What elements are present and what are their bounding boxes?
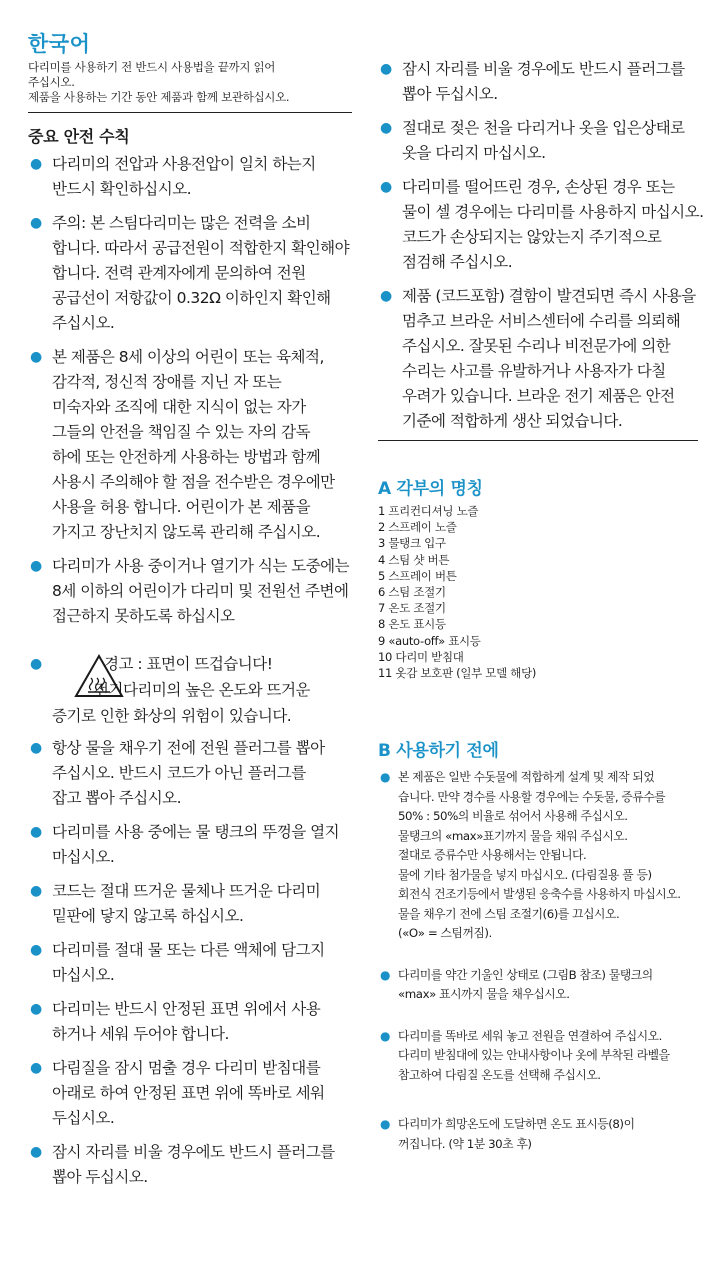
intro-divider (28, 112, 352, 113)
list-item: 9 «auto-off» 표시등 (378, 633, 481, 648)
list-item: 10 다리미 받침대 (378, 649, 464, 664)
parts-list (378, 503, 536, 681)
safety-list (28, 152, 352, 638)
list-item: 2 스프레이 노즐 (378, 520, 457, 535)
list-item: ● 주의: 본 스팀다리미는 많은 전력을 소비 합니다. 따라서 공급전원이 적합한지 확인해야 합니다. 전력 관계자에게 문의하여 전원 공급선이 저항값이 0.32Ω 이하인지 확인해 주십시오. (28, 211, 352, 336)
bullet-icon: ● (30, 656, 42, 672)
intro-line: 주십시오. (28, 75, 75, 89)
intro-text (28, 60, 350, 105)
safety-list-2 (28, 736, 352, 1199)
warning-line: 전기다리미의 높은 온도와 뜨거운 (94, 681, 310, 699)
warning-heading: 경고 : 표면이 뜨겁습니다! (104, 655, 273, 673)
list-item: ● 다리미는 반드시 안정된 표면 위에서 사용 하거나 세워 두어야 합니다. (28, 997, 352, 1047)
bullet-icon: ● (30, 942, 42, 958)
list-item: ● 본 제품은 일반 수돗물에 적합하게 설계 및 제작 되었 습니다. 만약 경수를 사용할 경우에는 수돗물, 증류수를 50% : 50%의 비율로 섞어서 사용해 주십시오. 물탱크의 «max»표기까지 물을 채워 주십시오. 절대로 증류수만 사용해서는 안됩니다. 물에 기타 첨가물을 넣지 마십시오. (다림질용 풀 등) 회전식 건조기등에서 발생된 응축수를 사용하지 마십시오. 물을 채우기 전에 스팀 조절기(6)를 끄십시오. («O» = 스팀꺼짐). (380, 770, 681, 940)
bullet-icon: ● (380, 288, 392, 304)
list-item: ● 잠시 자리를 비울 경우에도 반드시 플러그를 뽑아 두십시오. (378, 57, 700, 107)
list-item: 7 온도 조절기 (378, 601, 446, 616)
list-item: ● 절대로 젖은 천을 다리거나 옷을 입은상태로 옷을 다리지 마십시오. (378, 116, 700, 166)
list-item: ● 다리미가 사용 중이거나 열기가 식는 도중에는 8세 이하의 어린이가 다리미 및 전원선 주변에 접근하지 못하도록 하십시오 (28, 554, 352, 629)
before-use-list (378, 768, 708, 1176)
list-item: ● 다리미를 떨어뜨린 경우, 손상된 경우 또는 물이 셀 경우에는 다리미를 사용하지 마십시오. 코드가 손상되지는 않았는지 주기적으로 점검해 주십시오. (378, 175, 700, 275)
bullet-icon: ● (30, 349, 42, 365)
list-item: 5 스프레이 버튼 (378, 568, 457, 583)
bullet-icon: ● (30, 740, 42, 756)
bullet-icon: ● (380, 770, 391, 784)
warning-line: 증기로 인한 화상의 위험이 있습니다. (52, 707, 292, 725)
list-item: 11 옷감 보호판 (일부 모델 해당) (378, 666, 537, 681)
list-item: ● 다림질을 잠시 멈출 경우 다리미 받침대를 아래로 하여 안정된 표면 위에 똑바로 세워 두십시오. (28, 1056, 352, 1131)
list-item: ● 다리미를 절대 물 또는 다른 액체에 담그지 마십시오. (28, 938, 352, 988)
list-item: 8 온도 표시등 (378, 617, 446, 632)
bullet-icon: ● (380, 61, 392, 77)
bullet-icon: ● (30, 824, 42, 840)
bullet-icon: ● (30, 558, 42, 574)
list-item: ● 다리미의 전압과 사용전압이 일치 하는지 반드시 확인하십시오. (28, 152, 352, 202)
bullet-icon: ● (30, 156, 42, 172)
bullet-icon: ● (30, 1001, 42, 1017)
language-title: 한국어 (28, 32, 91, 56)
list-item: ● 제품 (코드포함) 결함이 발견되면 즉시 사용을 멈추고 브라운 서비스센터에 수리를 의뢰해 주십시오. 잘못된 수리나 비전문가에 의한 수리는 사고를 유발하거나 사용자가 다칠 우려가 있습니다. 브라운 전기 제품은 안전 기준에 적합하게 생산 되었습니다. (378, 284, 700, 434)
safety-title: 중요 안전 수칙 (28, 127, 130, 146)
section-a-title: A 각부의 명칭 (378, 479, 483, 499)
intro-line: 다리미를 사용하기 전 반드시 사용법을 끝까지 읽어 (28, 60, 276, 74)
section-b-title: B 사용하기 전에 (378, 741, 499, 761)
bullet-icon: ● (30, 1060, 42, 1076)
list-item: ● 다리미를 똑바로 세워 놓고 전원을 연결하여 주십시오. 다리미 받침대에 있는 안내사항이나 옷에 부착된 라벨을 참고하여 다림질 온도를 선택해 주십시오. (380, 1028, 670, 1082)
bullet-icon: ● (380, 120, 392, 136)
list-item: ● 코드는 절대 뜨거운 물체나 뜨거운 다리미 밑판에 닿지 않고록 하십시오. (28, 879, 352, 929)
section-divider (378, 440, 698, 441)
list-item: 6 스팀 조절기 (378, 585, 446, 600)
bullet-icon: ● (380, 967, 391, 982)
intro-line: 제품을 사용하는 기간 동안 제품과 함께 보관하십시오. (28, 90, 290, 104)
bullet-icon: ● (30, 215, 42, 231)
bullet-icon: ● (380, 179, 392, 195)
list-item: ● 다리미를 약간 기울인 상태로 (그림B 참조) 물탱크의 «max» 표시까지 물을 채우십시오. (380, 967, 653, 1001)
list-item: ● 본 제품은 8세 이상의 어린이 또는 육체적, 감각적, 정신적 장애를 지닌 자 또는 미숙자와 조직에 대한 지식이 없는 자가 그들의 안전을 책임질 수 있는 자의 감독 하에 또는 안전하게 사용하는 방법과 함께 사용시 주의해야 할 점을 전수받은 경우에만 사용을 허용 합니다. 어린이가 본 제품을 가지고 장난치지 않도록 관리해 주십시오. (28, 345, 352, 545)
list-item: ● 다리미를 사용 중에는 물 탱크의 뚜껑을 열지 마십시오. (28, 820, 352, 870)
bullet-icon: ● (380, 1028, 391, 1043)
list-item: ● 항상 물을 채우기 전에 전원 플러그를 뽑아 주십시오. 반드시 코드가 아닌 플러그를 잡고 뽑아 주십시오. (28, 736, 352, 811)
list-item: 4 스팀 샷 버튼 (378, 552, 450, 567)
bullet-icon: ● (380, 1117, 391, 1131)
bullet-icon: ● (30, 883, 42, 899)
list-item: ● 잠시 자리를 비울 경우에도 반드시 플러그를 뽑아 두십시오. (28, 1140, 352, 1190)
bullet-icon: ● (30, 1144, 42, 1160)
list-item: 1 프리컨디셔닝 노즐 (378, 504, 479, 518)
list-item: 3 물탱크 입구 (378, 536, 446, 551)
safety-list-continued (378, 57, 704, 443)
list-item: ● 다리미가 희망온도에 도달하면 온도 표시등(8)이 꺼집니다. (약 1분 30초 후) (380, 1117, 635, 1151)
